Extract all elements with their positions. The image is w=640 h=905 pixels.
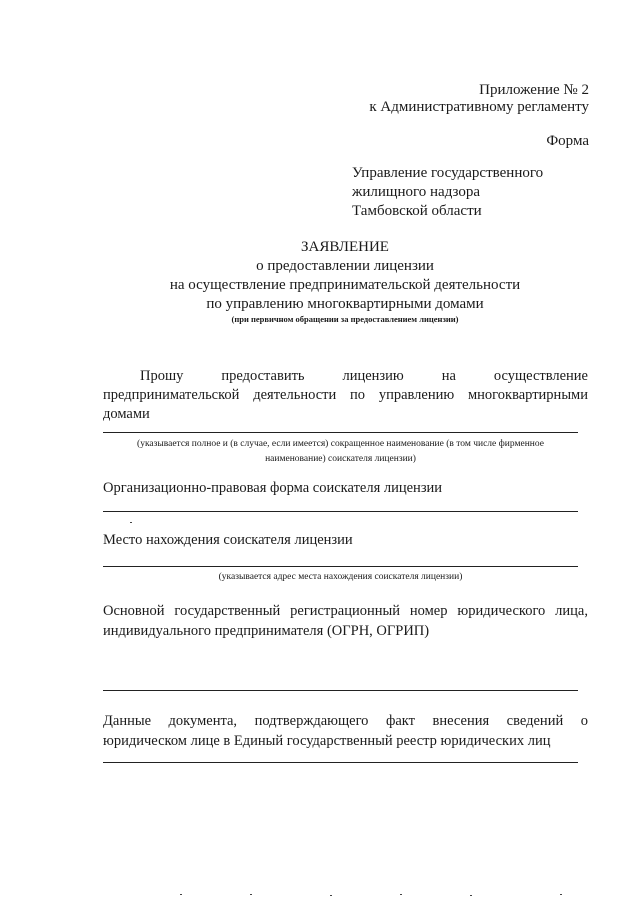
request-word: лицензию — [342, 368, 404, 384]
scan-speck — [400, 894, 402, 895]
request-word: на — [441, 368, 456, 384]
request-word: осуществление — [493, 368, 588, 384]
title-note: (при первичном обращении за предоставлением лицензии) — [231, 314, 459, 324]
recipient-line-2: жилищного надзора — [352, 184, 481, 200]
recipient-line-1: Управление государственного — [352, 165, 544, 181]
request-line-3: домами — [103, 406, 150, 422]
request-word: Прошу — [140, 368, 184, 384]
location-label: Место нахождения соискателя лицензии — [103, 532, 353, 548]
location-field[interactable] — [103, 566, 578, 567]
appendix-number: Приложение № 2 — [479, 82, 589, 98]
egrul-label-line-2: юридическом лице в Единый государственный реестр юридических лиц — [103, 733, 551, 749]
form-label: Форма — [546, 133, 589, 149]
egrul-field[interactable] — [103, 762, 578, 763]
scan-speck — [130, 522, 132, 523]
scan-speck — [330, 895, 332, 896]
scan-speck — [470, 895, 472, 896]
request-line-2: предпринимательской деятельности по управлению многоквартирными — [103, 387, 588, 403]
legal-form-label: Организационно-правовая форма соискателя лицензии — [103, 480, 443, 496]
ogrn-label-line-1: Основной государственный регистрационный номер юридического лица, — [103, 603, 588, 619]
title-line-4: по управлению многоквартирными домами — [206, 296, 484, 312]
ogrn-label-line-2: индивидуального предпринимателя (ОГРН, ОГРИП) — [103, 623, 430, 639]
regulation-reference: к Административному регламенту — [369, 99, 589, 115]
applicant-name-hint-1: (указывается полное и (в случае, если имеется) сокращенное наименование (в том числе фирменное — [137, 439, 544, 449]
egrul-label-line-1: Данные документа, подтверждающего факт внесения сведений о — [103, 713, 588, 729]
applicant-name-field[interactable] — [103, 432, 578, 433]
document-title: ЗАЯВЛЕНИЕ — [301, 239, 389, 255]
scan-speck — [250, 894, 252, 895]
recipient-line-3: Тамбовской области — [352, 203, 482, 219]
legal-form-field[interactable] — [103, 511, 578, 512]
ogrn-field[interactable] — [103, 690, 578, 691]
applicant-name-hint-2: наименование) соискателя лицензии) — [265, 454, 416, 464]
scan-speck — [180, 894, 182, 895]
request-word: предоставить — [221, 368, 305, 384]
title-line-3: на осуществление предпринимательской деятельности — [169, 277, 521, 293]
scan-speck — [560, 894, 562, 895]
location-hint: (указывается адрес места нахождения соискателя лицензии) — [218, 572, 463, 582]
title-line-2: о предоставлении лицензии — [256, 258, 434, 274]
